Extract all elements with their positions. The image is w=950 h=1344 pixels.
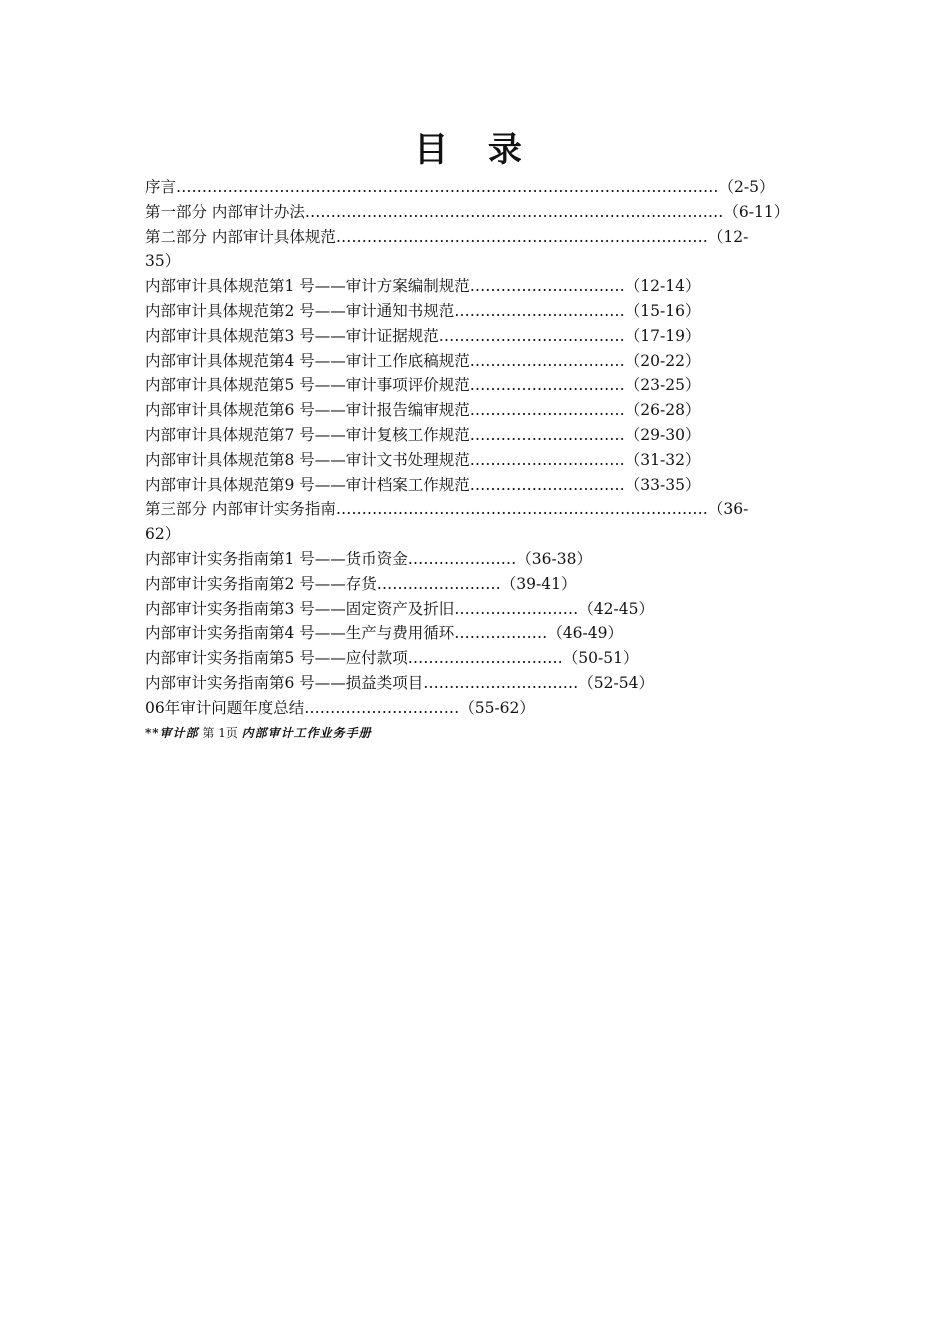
toc-entry: 内部审计具体规范第6 号——审计报告编审规范…………………………（26-28） <box>145 401 701 420</box>
toc-entry: 第三部分 内部审计实务指南………………………………………………………………（36- <box>145 500 749 519</box>
footer-department: **审计部 <box>145 726 199 740</box>
toc-entry: 内部审计具体规范第9 号——审计档案工作规范…………………………（33-35） <box>145 475 701 494</box>
toc-entry: 内部审计具体规范第7 号——审计复核工作规范…………………………（29-30） <box>145 425 701 444</box>
toc-entry: 内部审计具体规范第2 号——审计通知书规范……………………………（15-16） <box>145 301 701 320</box>
page-title: 目 录 <box>414 130 536 170</box>
toc-entry: 第二部分 内部审计具体规范………………………………………………………………（12- <box>145 227 749 246</box>
toc-entry: 内部审计实务指南第5 号——应付款项…………………………（50-51） <box>145 649 639 668</box>
toc-entry: 第一部分 内部审计办法………………………………………………………………………（6-11） <box>145 202 790 221</box>
toc-entry: 内部审计具体规范第3 号——审计证据规范………………………………（17-19） <box>145 326 701 345</box>
toc-entry: 内部审计实务指南第6 号——损益类项目…………………………（52-54） <box>145 673 654 692</box>
toc-entry: 内部审计实务指南第1 号——货币资金…………………（36-38） <box>145 549 592 568</box>
toc-entry: 内部审计具体规范第4 号——审计工作底稿规范…………………………（20-22） <box>145 351 701 370</box>
toc-entry: 内部审计具体规范第1 号——审计方案编制规范…………………………（12-14） <box>145 277 701 296</box>
toc-entry: 内部审计具体规范第8 号——审计文书处理规范…………………………（31-32） <box>145 450 701 469</box>
footer-manual-title: 内部审计工作业务手册 <box>241 726 372 740</box>
toc-entry: 内部审计实务指南第4 号——生产与费用循环………………（46-49） <box>145 624 623 643</box>
toc-entry: 内部审计实务指南第2 号——存货……………………（39-41） <box>145 574 577 593</box>
toc-entry: 62） <box>145 525 181 544</box>
toc-entry: 35） <box>145 252 181 271</box>
toc-entry: 内部审计实务指南第3 号——固定资产及折旧……………………（42-45） <box>145 599 654 618</box>
footer-page-number: 第 1页 <box>202 726 238 740</box>
toc-entry: 序言……………………………………………………………………………………………（2-5） <box>145 178 775 196</box>
toc-entry: 06年审计问题年度总结…………………………（55-62） <box>145 698 535 717</box>
toc-entry: 内部审计具体规范第5 号——审计事项评价规范…………………………（23-25） <box>145 376 701 395</box>
page-footer <box>145 724 372 742</box>
table-of-contents <box>145 175 805 721</box>
